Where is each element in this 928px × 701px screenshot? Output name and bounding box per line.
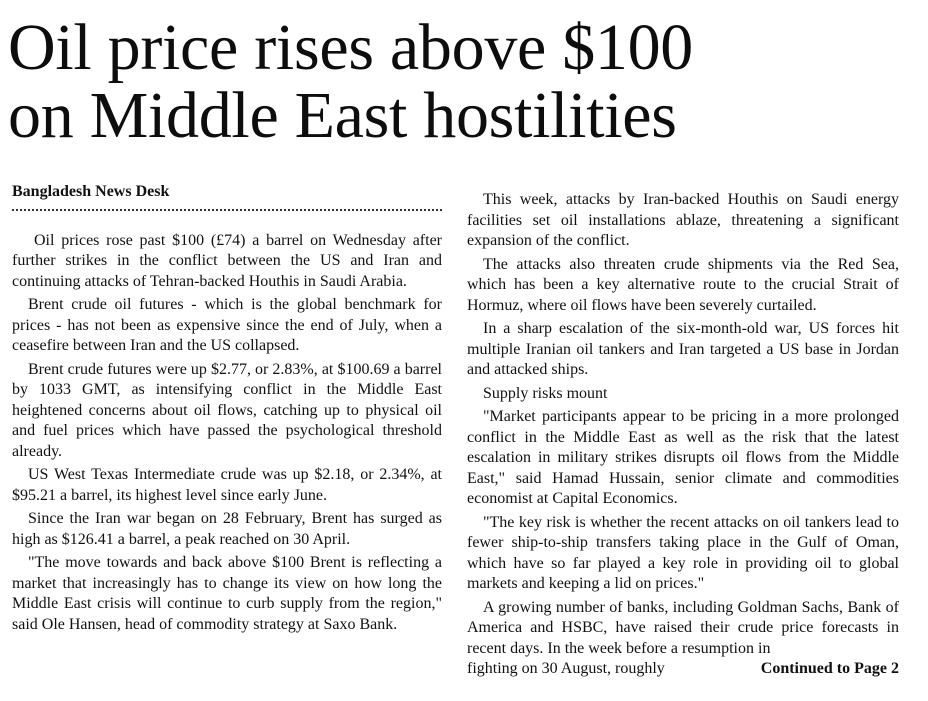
paragraph: In a sharp escalation of the six-month-old war, US forces hit multiple Iranian oil tankers and Iran targeted a US base in Jordan and attacked ships.	[467, 320, 899, 378]
paragraph: The attacks also threaten crude shipments via the Red Sea, which has been a key alternative route to the crucial Strait of Hormuz, where oil flows have been severely curtailed.	[467, 255, 899, 314]
article-column-right	[467, 190, 899, 680]
headline	[8, 11, 920, 152]
paragraph: Oil prices rose past $100 (£74) a barrel on Wednesday after further strikes in the conflict between the US and Iran and continuing attacks of Tehran-backed Houthis in Saudi Arabia.	[12, 231, 442, 290]
paragraph: "The key risk is whether the recent attacks on oil tankers lead to fewer ship-to-ship transfers taking place in the Gulf of Oman, which have so far played a key role in providing oil to global markets and keeping a lid on prices."	[467, 513, 899, 592]
subhead: Supply risks mount	[483, 384, 608, 402]
paragraph: Since the Iran war began on 28 February, Brent has surged as high as $126.41 a barrel, a peak reached on 30 April.	[12, 510, 442, 548]
paragraph: Brent crude futures were up $2.77, or 2.83%, at $100.69 a barrel by 1033 GMT, as intensifying conflict in the Middle East heightened concerns about oil flows, catching up to physical oil and fuel prices which have passed the psychological threshold already.	[12, 360, 442, 460]
headline-line-1: Oil price rises above $100	[8, 11, 694, 84]
last-line	[467, 659, 899, 680]
paragraph: Brent crude oil futures - which is the global benchmark for prices - has not been as expensive since the end of July, when a ceasefire between Iran and the US collapsed.	[12, 296, 442, 354]
paragraph: This week, attacks by Iran-backed Houthis on Saudi energy facilities set oil installations ablaze, threatening a significant expansion of the conflict.	[467, 191, 899, 249]
headline-line-2: on Middle East hostilities	[8, 79, 677, 152]
byline: Bangladesh News Desk	[12, 182, 442, 211]
paragraph: "The move towards and back above $100 Brent is reflecting a market that increasingly has to change its view on how long the Middle East crisis will continue to curb supply from the region," said Ole Hansen, head of commodity strategy at Saxo Bank.	[12, 554, 442, 633]
paragraph: US West Texas Intermediate crude was up $2.18, or 2.34%, at $95.21 a barrel, its highest level since early June.	[12, 466, 442, 504]
article-column-left	[12, 182, 442, 638]
continued-link[interactable]: Continued to Page 2	[760, 660, 899, 677]
paragraph: A growing number of banks, including Goldman Sachs, Bank of America and HSBC, have raised their crude price forecasts in recent days. In the week before a resumption in	[467, 598, 899, 657]
paragraph: "Market participants appear to be pricing in a more prolonged conflict in the Middle East as well as the risk that the latest escalation in military strikes disrupts oil flows from the Middle East," said Hamad Hussain, senior climate and commodities economist at Capital Economics.	[467, 408, 899, 507]
paragraph-tail: fighting on 30 August, roughly	[467, 660, 665, 677]
